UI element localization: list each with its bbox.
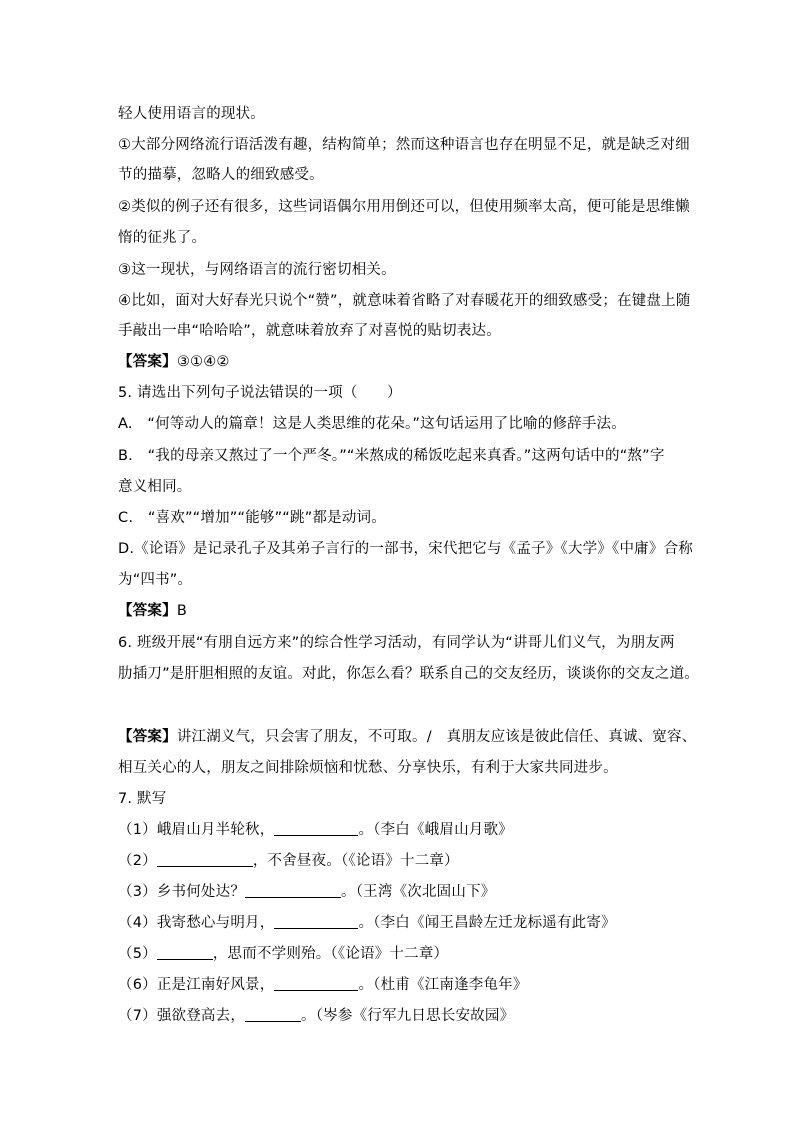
item-after: 。（王湾《次北固山下》 [341,884,496,900]
passage-sentence-4: ④比如，面对大好春光只说个“赞”，就意味着省略了对春暖花开的细致感受；在键盘上随 [118,293,691,309]
item-after: ，不舍昼夜。（《论语》十二章） [252,853,459,869]
item-after: 。（李白《闻王昌龄左迁龙标遥有此寄》 [358,915,616,931]
q5-option-d: D.《论语》是记录孔子及其弟子言行的一部书，宋代把它与《孟子》《大学》《中庸》合称 [118,541,693,557]
answer-label: 【答案】 [118,729,177,745]
answer-blank[interactable] [157,852,253,867]
item-before: 正是江南好风景， [156,977,275,993]
item-number: （2） [118,853,157,869]
q7-item-5 [118,944,448,964]
q4-answer [118,352,230,372]
item-after: ，思而不学则殆。（《论语》十二章） [212,946,449,962]
q7-item-1 [118,820,513,840]
item-after: 。（杜甫《江南逢李龟年》 [358,977,528,993]
item-before: 强欲登高去， [156,1008,246,1024]
passage-sentence-4-cont: 手敲出一串“哈哈哈”，就意味着放弃了对喜悦的贴切表达。 [118,323,501,339]
q6-stem-cont: 肋插刀”是肝胆相照的友谊。对此，你怎么看？联系自己的交友经历，谈谈你的交友之道。 [118,666,700,682]
q6-answer [118,727,696,747]
q7-title: 7. 默写 [118,791,167,807]
answer-label: 【答案】 [118,603,177,619]
item-number: （6） [118,977,157,993]
answer-label: 【答案】 [118,354,177,370]
q5-option-d-cont: 为“四书”。 [118,572,193,588]
q5-option-b: B. “我的母亲又熬过了一个严冬。”“米熬成的稀饭吃起来真香。”这两句话中的“熬”字 [118,448,665,464]
q5-stem: 5. 请选出下列句子说法错误的一项（ ） [118,385,402,401]
item-number: （1） [118,822,157,838]
passage-sentence-2-cont: 惰的征兆了。 [118,230,207,246]
q6-answer-cont: 相互关心的人，朋友之间排除烦恼和忧愁、分享快乐，有利于大家共同进步。 [118,760,618,776]
q6-stem: 6. 班级开展“有朋自远方来”的综合性学习活动，有同学认为“讲哥儿们义气，为朋友两 [118,635,675,651]
q7-item-6 [118,975,528,995]
item-before: 我寄愁心与明月， [156,915,275,931]
q5-answer [118,601,187,621]
item-before: 峨眉山月半轮秋， [156,822,275,838]
answer-blank[interactable] [274,976,358,991]
answer-blank[interactable] [157,945,213,960]
answer-blank[interactable] [274,914,358,929]
q7-item-4 [118,913,616,933]
q7-item-2 [118,851,459,871]
q5-option-a: A. “何等动人的篇章！这是人类思维的花朵。”这句话运用了比喻的修辞手法。 [118,416,626,432]
answer-blank[interactable] [245,1007,301,1022]
item-number: （7） [118,1008,157,1024]
item-after: 。（岑参《行军九日思长安故园》 [301,1008,515,1024]
answer-value: 讲江湖义气，只会害了朋友，不可取。/ 真朋友应该是彼此信任、真诚、宽容、 [176,729,697,745]
answer-blank[interactable] [274,821,358,836]
q7-item-7 [118,1006,514,1026]
passage-sentence-1: ①大部分网络流行语活泼有趣，结构简单；然而这种语言也存在明显不足，就是缺乏对细 [118,137,690,153]
passage-sentence-2: ②类似的例子还有很多，这些词语偶尔用用倒还可以，但使用频率太高，便可能是思维懒 [118,199,690,215]
q5-option-b-cont: 意义相同。 [118,479,192,495]
item-before: 乡书何处达？ [156,884,246,900]
q5-option-c: C. “喜欢”“增加”“能够”“跳”都是动词。 [118,510,386,526]
answer-value: B [176,603,187,619]
passage-sentence-3: ③这一现状，与网络语言的流行密切相关。 [118,262,396,278]
item-number: （4） [118,915,157,931]
answer-blank[interactable] [245,883,341,898]
answer-value: ③①④② [176,354,230,370]
item-number: （3） [118,884,157,900]
item-after: 。（李白《峨眉山月歌》 [358,822,513,838]
q7-item-3 [118,882,495,902]
passage-sentence-1-cont: 节的描摹，忽略人的细致感受。 [118,167,324,183]
passage-line-1: 轻人使用语言的现状。 [118,106,265,122]
item-number: （5） [118,946,157,962]
